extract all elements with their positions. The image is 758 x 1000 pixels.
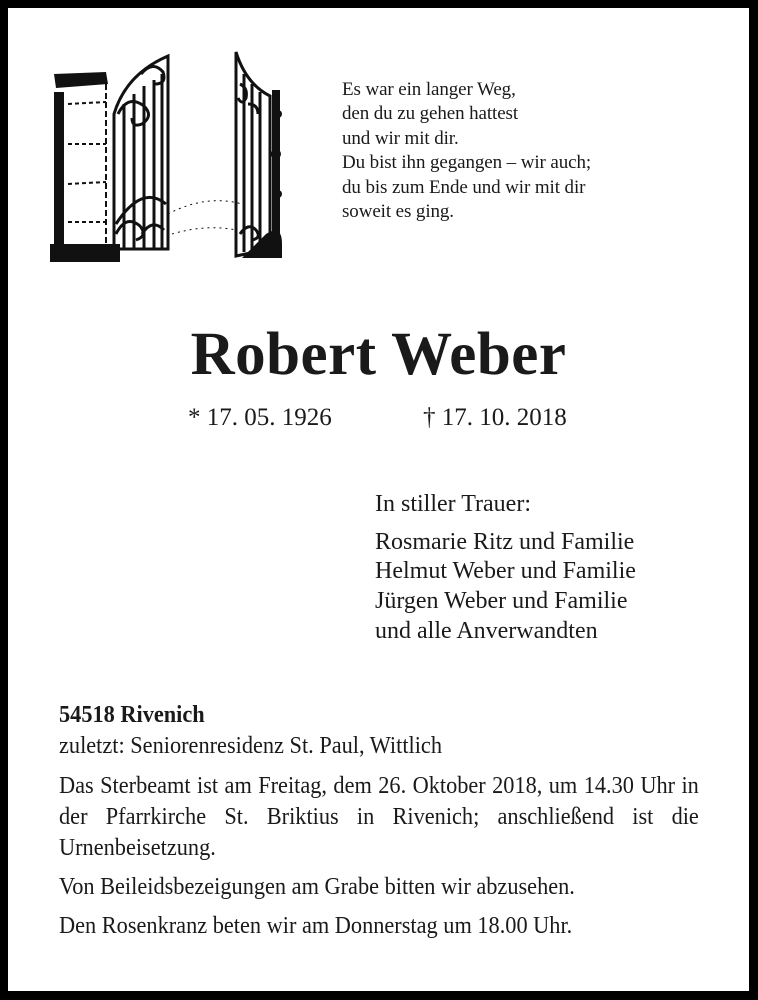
poem (342, 78, 591, 224)
birth-date: * 17. 05. 1926 (188, 404, 332, 431)
death-date: † 17. 10. 2018 (423, 404, 567, 431)
mourner: Rosmarie Ritz und Familie (375, 528, 635, 555)
poem-line: soweit es ging. (342, 201, 454, 223)
mourners (375, 490, 636, 647)
poem-line: den du zu gehen hattest (342, 103, 519, 125)
mourners-heading: In stiller Trauer: (375, 491, 531, 517)
ceremony-info: Das Sterbeamt ist am Freitag, dem 26. Oktober 2018, um 14.30 Uhr in der Pfarrkirche St. Briktius in Rivenich; anschließend ist die Urnenbeisetzung. (59, 773, 699, 861)
poem-line: Du bist ihn gegangen – wir auch; (342, 152, 592, 174)
mourner: Helmut Weber und Familie (375, 558, 636, 585)
open-garden-gate-icon (46, 44, 282, 266)
life-dates (188, 404, 567, 432)
poem-line: und wir mit dir. (342, 127, 459, 149)
obituary-notice (8, 8, 749, 991)
poem-line: du bis zum Ende und wir mit dir (342, 176, 586, 198)
mourner: und alle Anverwandten (375, 617, 598, 644)
mourner: Jürgen Weber und Familie (375, 588, 628, 615)
condolence-note: Von Beileidsbezeigungen am Grabe bitten wir abzusehen. (59, 874, 575, 900)
place: 54518 Rivenich (59, 702, 205, 728)
rosary-note: Den Rosenkranz beten wir am Donnerstag um 18.00 Uhr. (59, 913, 573, 939)
last-residence: zuletzt: Seniorenresidenz St. Paul, Wittlich (59, 733, 443, 759)
deceased-name: Robert Weber (190, 321, 567, 388)
funeral-details (59, 700, 699, 942)
poem-line: Es war ein langer Weg, (342, 79, 516, 100)
